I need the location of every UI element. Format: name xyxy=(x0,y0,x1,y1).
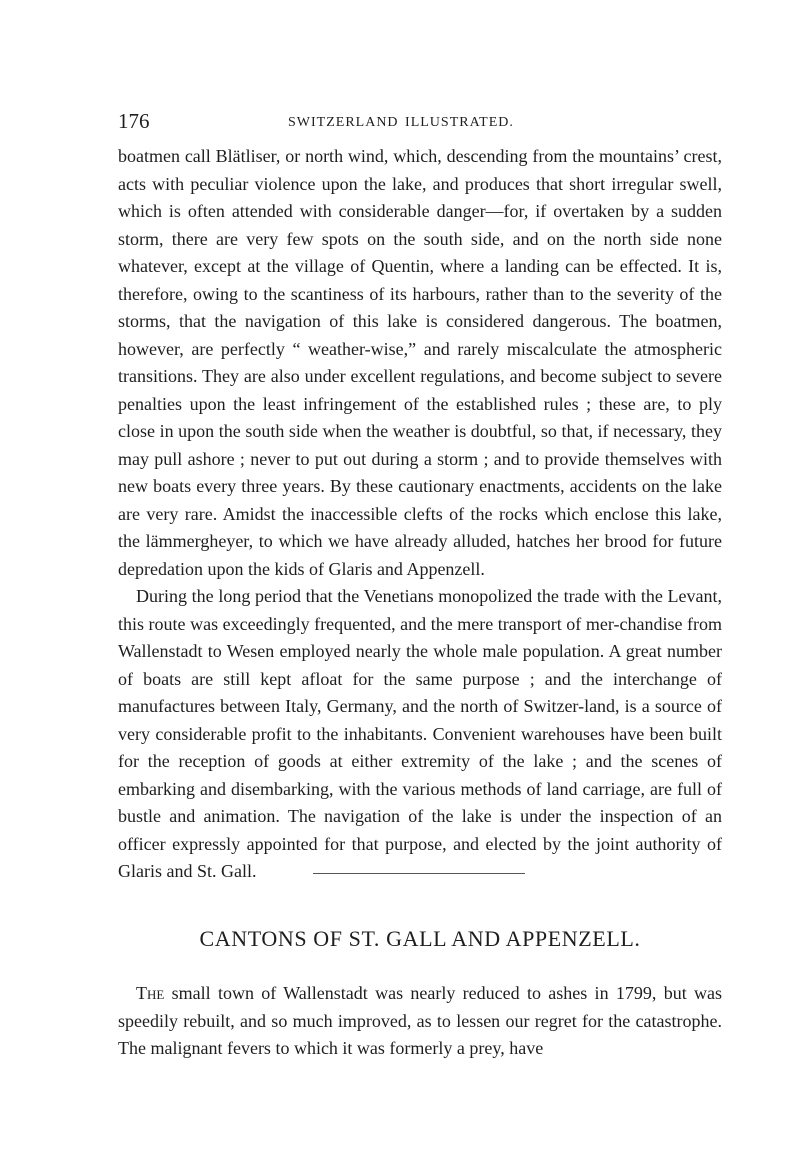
running-title: SWITZERLAND ILLUSTRATED. xyxy=(288,115,514,130)
paragraph-continued: boatmen call Blätliser, or north wind, which, descending from the mountains’ crest, acts with peculiar violence upon the lake, and produces that short irregular swell, which is often attended with considerable danger—for, if overtaken by a sudden storm, there are very few spots on the south side, and on the north side none whatever, except at the village of Quentin, where a landing can be effected. It is, therefore, owing to the scantiness of its harbours, rather than to the severity of the storms, that the navigation of this lake is considered dangerous. The boatmen, however, are perfectly “ weather-wise,” and rarely miscalculate the atmospheric transitions. They are also under excellent regulations, and become subject to severe penalties upon the least infringement of the established rules ; these are, to ply close in upon the south side when the weather is doubtful, so that, if necessary, they may pull ashore ; never to put out during a storm ; and to provide themselves with new boats every three years. By these cautionary enactments, accidents on the lake are very rare. Amidst the inaccessible clefts of the rocks which enclose this lake, the lämmergheyer, to which we have already alluded, hatches her brood for future depredation upon the kids of Glaris and Appenzell. xyxy=(118,146,722,579)
running-head xyxy=(118,108,718,138)
page-number: 176 xyxy=(118,109,150,133)
paragraph-venetian-trade: During the long period that the Venetians monopolized the trade with the Levant, this route was exceedingly frequented, and the mere transport of mer-chandise from Wallenstadt to Wesen employed nearly the whole male population. A great number of boats are still kept afloat for the same purpose ; and the interchange of manufactures between Italy, Germany, and the north of Switzer-land, is a source of very considerable profit to the inhabitants. Convenient warehouses have been built for the reception of goods at either extremity of the lake ; and the scenes of embarking and disembarking, with the various methods of land carriage, are full of bustle and animation. The navigation of the lake is under the inspection of an officer expressly appointed for that purpose, and elected by the joint authority of Glaris and St. Gall. xyxy=(118,586,722,881)
section-divider xyxy=(313,873,525,874)
section-heading: CANTONS OF ST. GALL AND APPENZELL. xyxy=(199,926,641,951)
section-text xyxy=(118,980,722,1063)
paragraph-wallenstadt-rest: small town of Wallenstadt was nearly reduced to ashes in 1799, but was speedily rebuilt, and so much improved, as to lessen our regret for the catastrophe. The malignant fevers to which it was formerly a prey, have xyxy=(118,983,722,1058)
paragraph-wallenstadt xyxy=(118,980,722,1063)
body-text xyxy=(118,143,722,886)
lead-word: The xyxy=(136,983,165,1003)
